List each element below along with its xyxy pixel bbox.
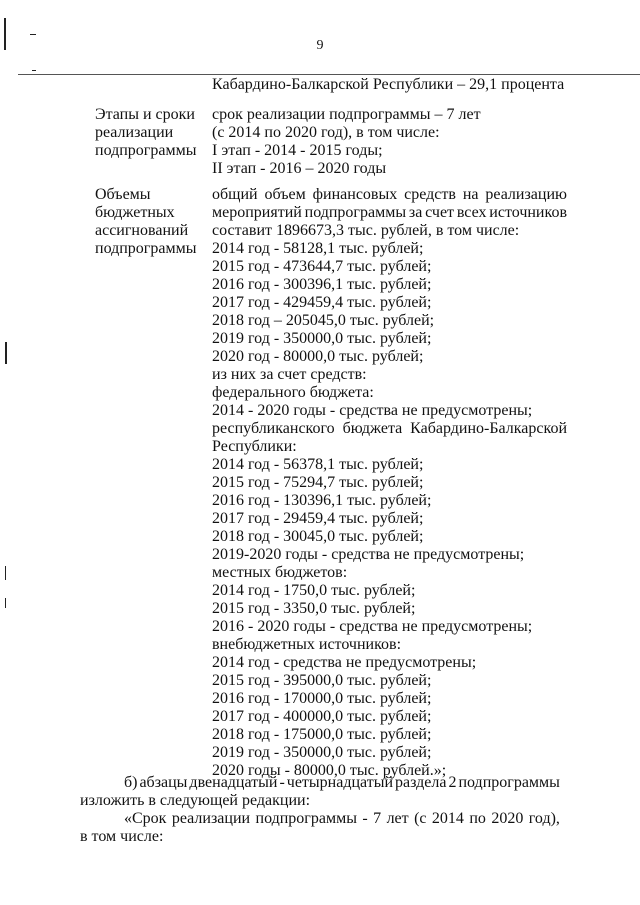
word: на: [462, 186, 479, 203]
para-b: изложить в следующей редакции:: [80, 792, 311, 809]
header-line: Кабардино-Балкарской Республики – 29,1 процента: [212, 76, 565, 93]
word: реализации: [171, 810, 251, 827]
word: всех: [456, 204, 487, 221]
row2-total: составит 1896673,3 тыс. рублей, в том числе:: [212, 222, 520, 239]
scan-mark: [30, 34, 36, 35]
para-b: [124, 774, 560, 792]
local-year: 2016 - 2020 годы - средства не предусмотрены;: [212, 618, 533, 635]
scan-mark: [5, 598, 6, 608]
word: 7: [373, 810, 382, 827]
row2-intro: [212, 186, 567, 204]
quote-line: в том числе:: [80, 828, 164, 845]
word: реализацию: [485, 186, 567, 203]
word: объем: [264, 186, 306, 203]
word: -: [362, 810, 368, 827]
row1-text: срок реализации подпрограммы – 7 лет: [212, 106, 481, 123]
word: мероприятий: [212, 204, 302, 221]
local-year: 2015 год - 3350,0 тыс. рублей;: [212, 600, 416, 617]
extra-year: 2017 год - 400000,0 тыс. рублей;: [212, 708, 432, 725]
word: общий: [212, 186, 258, 203]
extra-year: 2015 год - 395000,0 тыс. рублей;: [212, 672, 432, 689]
quote-line: [124, 810, 560, 828]
word: четырнадцатый: [286, 774, 394, 791]
year-line: 2020 год - 80000,0 тыс. рублей;: [212, 348, 424, 365]
year-line: 2016 год - 300396,1 тыс. рублей;: [212, 276, 432, 293]
word: за: [408, 204, 423, 221]
republic-year: 2017 год - 29459,4 тыс. рублей;: [212, 510, 424, 527]
word: лет: [386, 810, 409, 827]
republic-label: [212, 420, 567, 438]
word: счет: [425, 204, 455, 221]
extra-year: 2020 годы - 80000,0 тыс. рублей.»;: [212, 762, 447, 779]
word: 2: [448, 774, 457, 791]
word: Кабардино-Балкарской: [410, 420, 567, 437]
local-label: местных бюджетов:: [212, 564, 348, 581]
word: (с: [414, 810, 427, 827]
word: бюджета: [342, 420, 403, 437]
row2-label: бюджетных: [95, 204, 175, 221]
word: двенадцатый: [189, 774, 278, 791]
header-rule: [18, 74, 640, 75]
word: подпрограммы: [255, 810, 357, 827]
sources-intro: из них за счет средств:: [212, 366, 367, 383]
row1-label: Этапы и сроки: [95, 106, 195, 123]
word: 2020: [491, 810, 524, 827]
row1-label: реализации: [95, 124, 174, 141]
word: по: [469, 810, 486, 827]
federal-label: федерального бюджета:: [212, 384, 374, 401]
extra-year: 2019 год - 350000,0 тыс. рублей;: [212, 744, 432, 761]
word: республиканского: [212, 420, 335, 437]
word: подпрограммы: [458, 774, 560, 791]
republic-year: 2015 год - 75294,7 тыс. рублей;: [212, 474, 424, 491]
extra-year: 2014 год - средства не предусмотрены;: [212, 654, 477, 671]
extra-label: внебюджетных источников:: [212, 636, 402, 653]
republic-year: 2019-2020 годы - средства не предусмотрены;: [212, 546, 525, 563]
word: 2014: [431, 810, 464, 827]
row2-label: Объемы: [95, 186, 151, 203]
word: абзацы: [139, 774, 188, 791]
local-year: 2014 год - 1750,0 тыс. рублей;: [212, 582, 416, 599]
scan-mark: [5, 342, 7, 364]
extra-year: 2016 год - 170000,0 тыс. рублей;: [212, 690, 432, 707]
page-number: 9: [316, 38, 324, 53]
row1-text: (с 2014 по 2020 год), в том числе:: [212, 124, 440, 141]
word: финансовых: [312, 186, 398, 203]
row1-text: I этап - 2014 - 2015 годы;: [212, 142, 383, 159]
word: «Срок: [124, 810, 167, 827]
republic-year: 2016 год - 130396,1 тыс. рублей;: [212, 492, 432, 509]
word: -: [279, 774, 285, 791]
word: источников: [489, 204, 567, 221]
federal-text: 2014 - 2020 годы - средства не предусмотрены;: [212, 402, 533, 419]
row2-label: ассигнований: [95, 222, 189, 239]
year-line: 2015 год - 473644,7 тыс. рублей;: [212, 258, 432, 275]
word: раздела: [395, 774, 447, 791]
year-line: 2017 год - 429459,4 тыс. рублей;: [212, 294, 432, 311]
scan-mark: [5, 566, 6, 580]
word: подпрограммы: [304, 204, 407, 221]
row1-text: II этап - 2016 – 2020 годы: [212, 160, 387, 177]
extra-year: 2018 год - 175000,0 тыс. рублей;: [212, 726, 432, 743]
word: средств: [404, 186, 456, 203]
row2-intro: [212, 204, 567, 222]
row2-label: подпрограммы: [95, 240, 197, 257]
year-line: 2014 год - 58128,1 тыс. рублей;: [212, 240, 424, 257]
scan-mark: [32, 70, 36, 71]
year-line: 2019 год - 350000,0 тыс. рублей;: [212, 330, 432, 347]
year-line: 2018 год – 205045,0 тыс. рублей;: [212, 312, 435, 329]
republic-year: 2014 год - 56378,1 тыс. рублей;: [212, 456, 424, 473]
word: год),: [528, 810, 560, 827]
row1-label: подпрограммы: [95, 142, 197, 159]
republic-label: Республики:: [212, 438, 297, 455]
republic-year: 2018 год - 30045,0 тыс. рублей;: [212, 528, 424, 545]
word: б): [124, 774, 138, 791]
